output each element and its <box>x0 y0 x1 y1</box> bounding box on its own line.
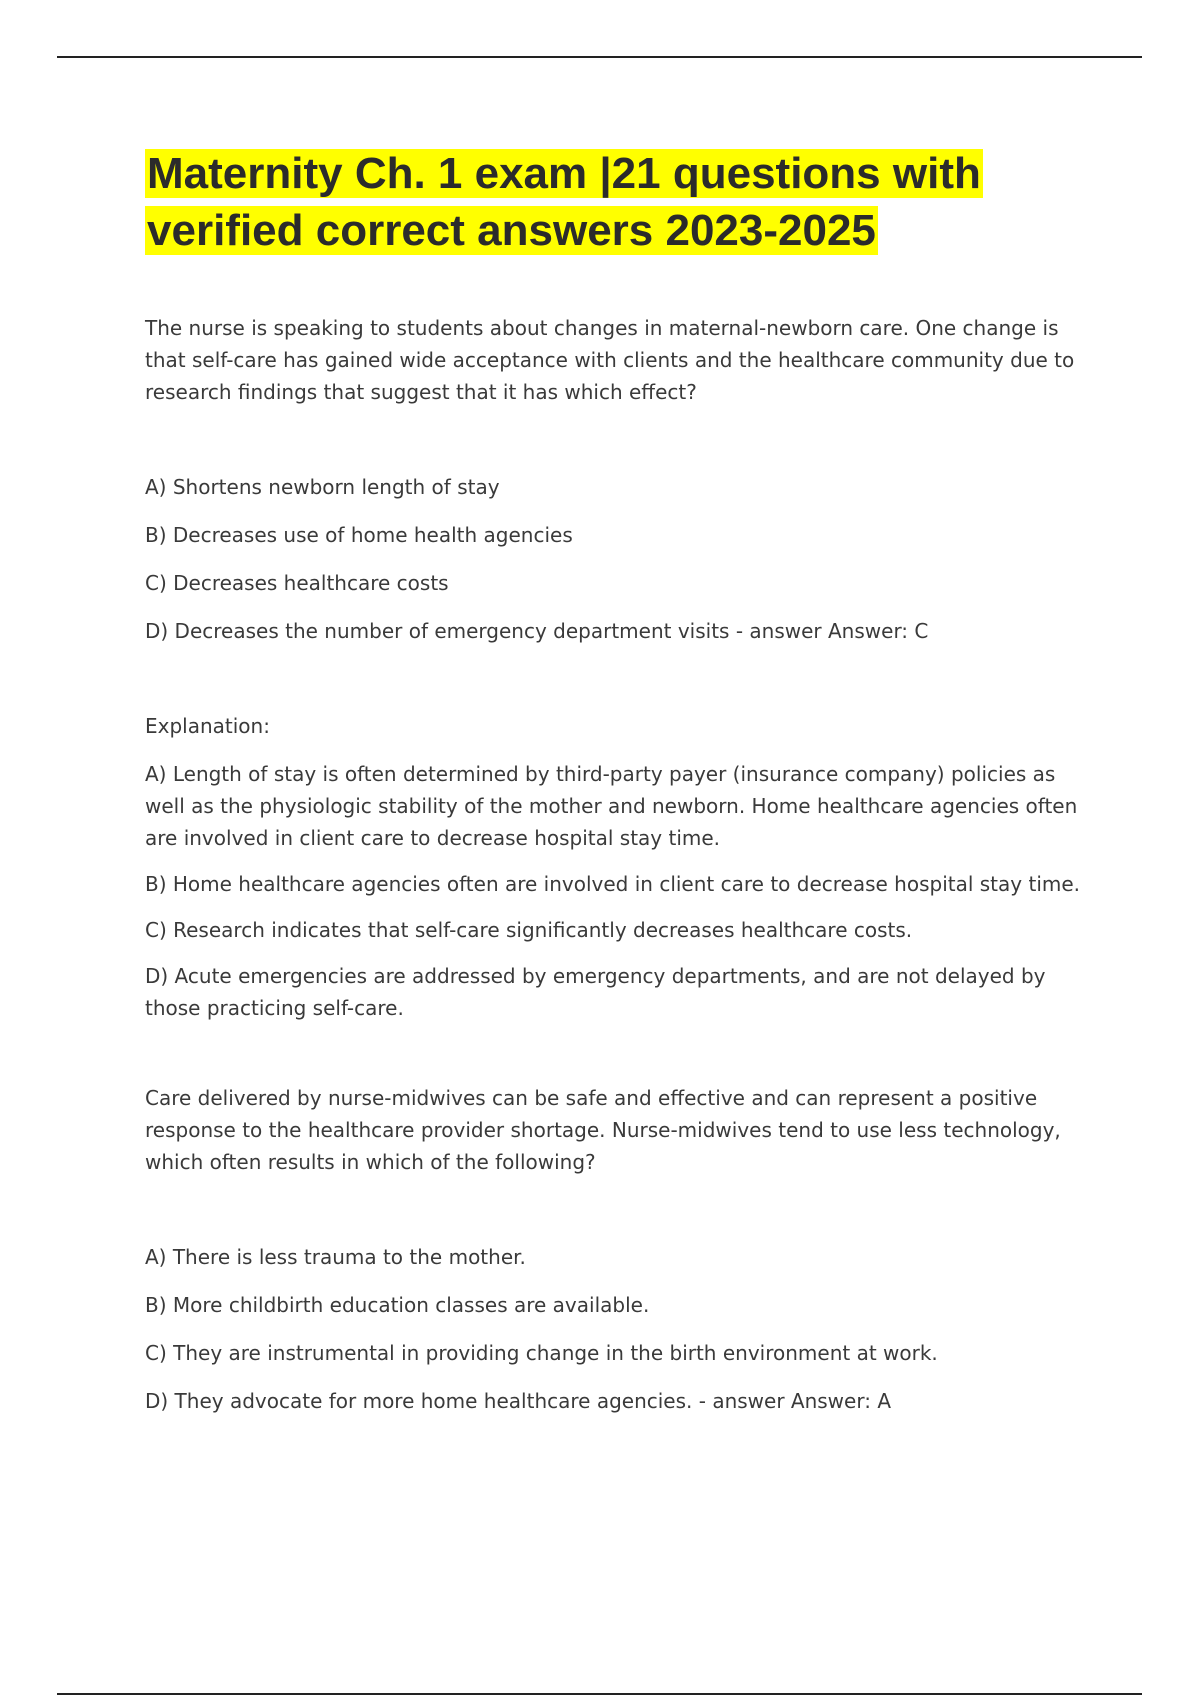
explanation-b: B) Home healthcare agencies often are involved in client care to decrease hospital stay time. <box>145 872 1081 896</box>
title-line-2: verified correct answers 2023-2025 <box>147 206 876 255</box>
question-2-option-a: A) There is less trauma to the mother. <box>145 1245 526 1269</box>
question-2-option-b: B) More childbirth education classes are available. <box>145 1293 650 1317</box>
question-1-options <box>145 471 1090 647</box>
question-1-option-d: D) Decreases the number of emergency department visits - answer Answer: C <box>145 619 929 643</box>
explanation-a: A) Length of stay is often determined by third-party payer (insurance company) policies as well as the physiologic stability of the mother and newborn. Home healthcare agencies often are involved in client care to decrease hospital stay time. <box>145 762 1078 850</box>
question-1-option-a: A) Shortens newborn length of stay <box>145 475 500 499</box>
question-2-text: Care delivered by nurse-midwives can be safe and effective and can represent a positive response to the healthcare provider shortage. Nurse-midwives tend to use less technology, which often results in which of the following? <box>145 1086 1061 1174</box>
explanation-c: C) Research indicates that self-care significantly decreases healthcare costs. <box>145 918 913 942</box>
question-2-options <box>145 1241 1090 1417</box>
title-line-1: Maternity Ch. 1 exam |21 questions with <box>147 149 981 198</box>
question-1-text: The nurse is speaking to students about changes in maternal-newborn care. One change is that self-care has gained wide acceptance with clients and the healthcare community due to research findings that suggest that it has which effect? <box>145 316 1075 404</box>
document-body <box>145 145 1090 1433</box>
footer-rule <box>57 1693 1142 1695</box>
document-title <box>145 145 1090 259</box>
header-rule <box>57 56 1142 58</box>
question-1-option-b: B) Decreases use of home health agencies <box>145 523 573 547</box>
question-2-option-d: D) They advocate for more home healthcare agencies. - answer Answer: A <box>145 1389 891 1413</box>
question-1-explanations <box>145 758 1090 1024</box>
question-1-option-c: C) Decreases healthcare costs <box>145 571 449 595</box>
question-2-option-c: C) They are instrumental in providing change in the birth environment at work. <box>145 1341 938 1365</box>
explanation-d: D) Acute emergencies are addressed by emergency departments, and are not delayed by those practicing self-care. <box>145 964 1046 1020</box>
explanation-label: Explanation: <box>145 714 270 738</box>
